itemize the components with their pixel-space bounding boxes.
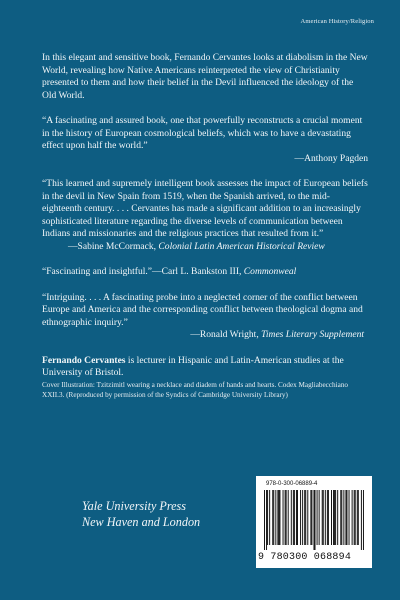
barcode-bar: [278, 490, 279, 545]
barcode-bar: [363, 490, 364, 550]
barcode-bar: [349, 490, 350, 545]
barcode-bar: [286, 490, 287, 545]
barcode-bar: [297, 490, 298, 545]
blurb-attribution: [42, 329, 368, 342]
barcode-bar: [266, 490, 267, 550]
barcode-bar: [343, 490, 344, 545]
blurb-mccormack: [42, 178, 368, 253]
isbn-label: 978-0-300-06889-4: [266, 481, 318, 487]
barcode-bar: [317, 490, 318, 545]
blurb-text: “Intriguing. . . . A fascinating probe into a neglected corner of the conflict between Europe and America and the corresponding conflict between theological dogma and ethnographic inquiry.”: [42, 291, 363, 328]
barcode-panel: [256, 476, 372, 568]
publisher-imprint: [82, 498, 200, 530]
intro-paragraph: In this elegant and sensitive book, Fernando Cervantes looks at diabolism in the New World, revealing how Native Americans reinterpreted the view of Christianity presented to them and how their belief in the Devil influenced the ideology of the Old World.: [42, 52, 368, 101]
barcode-bar: [275, 490, 276, 545]
blurb-bankston: [42, 266, 368, 279]
blurb-text: “This learned and supremely intelligent book assesses the impact of European beliefs in the devil in New Spain from 1519, when the Spanish arrived, to the mid-eighteenth century. . . . Cervantes has made a significant addition to an increasingly sophisticated literature regarding the diverse levels of communication between Indians and missionaries and the religious practices that resulted from it.”: [42, 178, 368, 239]
blurb-wright: [42, 292, 368, 342]
author-name: Fernando Cervantes: [42, 354, 126, 366]
barcode-bar: [291, 490, 292, 545]
attribution-name: —Carl L. Bankston III,: [152, 266, 244, 277]
barcode-bar: [361, 490, 362, 550]
barcode-bar: [358, 490, 359, 545]
blurb-line: [42, 266, 368, 279]
barcode-bar: [293, 490, 294, 545]
barcode-bar: [288, 490, 289, 545]
barcode-bar: [340, 490, 341, 545]
barcode-bar: [352, 490, 353, 545]
isbn-digits: 9 780300 068894: [258, 552, 352, 563]
barcode-bar: [319, 490, 320, 545]
barcode-bar: [264, 490, 265, 550]
blurb-text: “Fascinating and insightful.”: [42, 266, 153, 277]
barcode-bar: [315, 490, 316, 550]
barcode-bar: [294, 490, 295, 545]
barcode-bar: [277, 490, 278, 545]
barcode-bar: [296, 490, 297, 545]
blurb-pagden: [42, 115, 368, 165]
barcode-bar: [355, 490, 356, 545]
barcode-bar: [279, 490, 280, 545]
barcode-bar: [283, 490, 284, 545]
barcode-bar: [269, 490, 270, 545]
barcode-bar: [313, 490, 314, 550]
blurb-attribution: [42, 153, 368, 166]
cover-text: [42, 52, 368, 400]
barcode-bar: [323, 490, 324, 545]
barcode-bar: [311, 490, 312, 545]
barcode-bar: [341, 490, 342, 545]
barcode-bar: [325, 490, 326, 545]
cover-illustration-credit: Cover Illustration: Tzitzimitl wearing a necklace and diadem of hands and hearts. Codex Magliabecchiano XXII.3. (Reproduced by permission of the Syndics of Cambridge University Library): [42, 380, 349, 399]
attribution-source: Colonial Latin American Historical Review: [158, 240, 325, 252]
barcode-bar: [310, 490, 311, 545]
barcode-bar: [273, 490, 274, 545]
barcode-bar: [302, 490, 303, 545]
barcode-bar: [322, 490, 323, 545]
barcode-bar: [328, 490, 329, 545]
author-bio: [42, 355, 368, 380]
barcode-bar: [334, 490, 335, 545]
barcode-bar: [272, 490, 273, 545]
barcode-bar: [335, 490, 336, 545]
attribution-name: —Sabine McCormack,: [68, 240, 159, 252]
barcode-bars: [264, 490, 364, 550]
barcode-bar: [331, 490, 332, 545]
barcode-bar: [327, 490, 328, 545]
publisher-location: New Haven and London: [82, 515, 201, 529]
blurb-text: “A fascinating and assured book, one that powerfully reconstructs a crucial moment in the history of European cosmological beliefs, which was to have a devastating effect upon half the world.”: [42, 115, 363, 151]
barcode-bar: [337, 490, 338, 545]
category-label: American History/Religion: [300, 18, 374, 25]
blurb-attribution: [42, 241, 368, 254]
attribution-name: —Anthony Pagden: [294, 152, 368, 164]
barcode-bar: [333, 490, 334, 545]
barcode-bar: [305, 490, 306, 545]
attribution-source: Times Literary Supplement: [261, 329, 364, 340]
barcode-bar: [346, 490, 347, 545]
author-bio-text: is lecturer in Hispanic and Latin-American studies at the University of Bristol.: [42, 354, 344, 378]
barcode-bar: [304, 490, 305, 545]
barcode-bar: [267, 490, 268, 545]
barcode-bar: [354, 490, 355, 545]
publisher-name: Yale University Press: [82, 499, 187, 513]
attribution-source: Commonweal: [243, 266, 297, 277]
barcode-bar: [357, 490, 358, 545]
barcode-bar: [345, 490, 346, 545]
attribution-name: —Ronald Wright,: [190, 329, 262, 340]
barcode-bar: [285, 490, 286, 545]
barcode-bar: [307, 490, 308, 545]
barcode-bar: [300, 490, 301, 545]
